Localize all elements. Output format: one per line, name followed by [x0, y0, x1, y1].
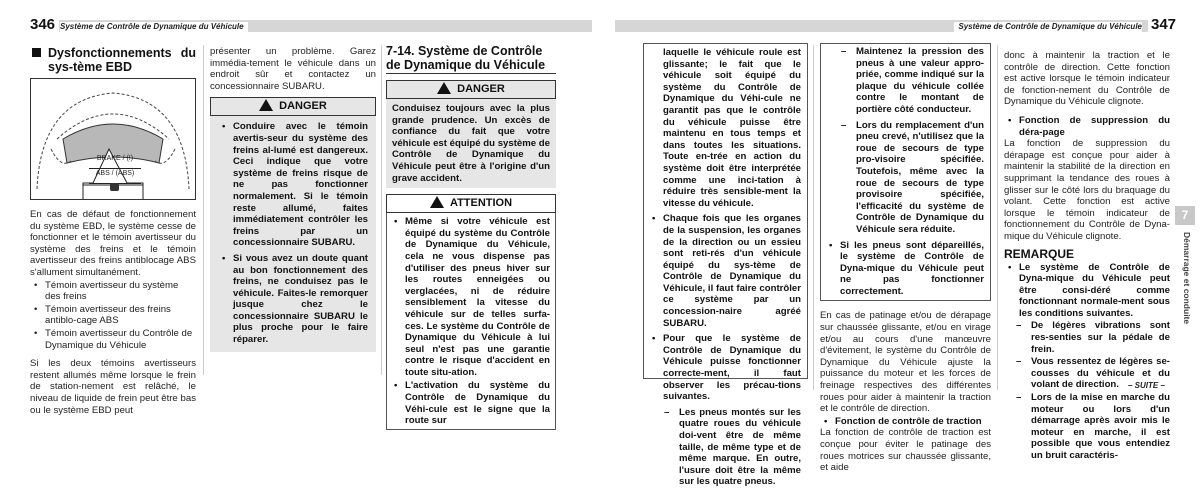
ebd-bullet: • Témoin avertisseur du Contrôle de Dynamique du Véhicule [30, 328, 196, 351]
continued-paragraph: présenter un problème. Garez immédia-tement le véhicule dans un endroit sûr et contactez un concessionnaire SUBARU. [210, 46, 376, 92]
ebd-paragraph: En cas de défaut de fonctionnement du système EBD, le système cesse de fonctionner et le témoin avertisseur du système des freins et le témoin avertisseur des freins antiblocage ABS s'allument simultanément. [30, 209, 196, 278]
attention-bullet: • Même si votre véhicule est équipé du système du Contrôle de Dynamique du Véhicule, cela ne vous dispense pas d'utiliser des pneus hiver sur les routes enneigées ou verglacées, ni de réduire sensiblement la vitesse du véhicule sur de telles surfa-ces. Le système du Contrôle de Dynamique du Véhicule à lui seul n'est pas une garantie contre le risque d'accident en toute situ-ation. [390, 216, 550, 378]
attention-bullet: • L'activation du système du Contrôle de Dynamique du Véhi-cule est le signe que la route sur [390, 380, 550, 426]
column-ebd [30, 46, 196, 416]
column-divider [997, 45, 998, 390]
traction-text: La fonction de contrôle de traction est conçue pour éviter le patinage des roues motrices sur chaussée glissante, et aide [820, 427, 991, 474]
column-2 [210, 46, 376, 352]
column-3 [386, 44, 556, 430]
attention-dash-item: – Lors du remplacement d'un pneu crevé, n'utilisez que la roue de secours de type pro-visoire spécifiée. Toutefois, même avec la roue de secours de type provisoire spécifiée, l'efficacité du système de Contrôle de Dynamique du Véhicule sera réduite. [837, 120, 984, 236]
vdc-warning-icon [110, 183, 119, 191]
column-divider [813, 45, 814, 390]
column-divider [381, 45, 382, 375]
ebd-heading: Dysfonctionnements du sys-tème EBD [30, 46, 196, 74]
skid-text: La fonction de suppression du dérapage est conçue pour aider à maintenir la stabilité de la direction en supprimant la tendance des roues à glisser sur le côté lors du braquage du volant. Cette fonction est active lorsque le témoin indicateur de fonctionnement du Contrôle de Dyna-mique du Véhicule clignote. [1004, 138, 1170, 242]
attention-dash-item: – Les pneus montés sur les quatre roues du véhicule doi-vent être de même taille, de même type et de même marque. En outre, l'usure doit être la même sur les quatre pneus. [660, 407, 801, 488]
remark-title: REMARQUE [1004, 246, 1075, 261]
intro-paragraph: En cas de patinage et/ou de dérapage sur chaussée glissante, et/ou en virage et/ou au cours d'une manœuvre d'évitement, le système du Contrôle de Dynamique du Véhicule ajuste la puissance du moteur et les forces de freinage respectives des différentes roues pour aider à maintenir la traction et le contrôle de direction. [820, 310, 991, 415]
column-right-3 [1004, 50, 1170, 462]
traction-continued: donc à maintenir la traction et le contrôle de direction. Cette fonction est active lorsque le témoin indicateur de fonction-nement du Contrôle de Dynamique du Véhicule clignote. [1004, 50, 1170, 108]
danger-header: DANGER [210, 97, 376, 116]
section-heading: 7-14. Système de Contrôle de Dynamique du Véhicule [386, 44, 556, 74]
danger-bullet: • Si vous avez un doute quant au bon fonctionnement des freins, ne conduisez pas le véhicule. Faites-le remorquer jusque chez le concessionnaire SUBARU le plus proche pour le faire réparer. [218, 253, 368, 346]
ebd-bullet: • Témoin avertisseur du système des freins [30, 280, 196, 303]
warning-triangle-icon [437, 82, 451, 94]
danger-bullet: • Conduire avec le témoin avertis-seur du système des freins al-lumé est dangereux. Ceci indique que votre système de freins risque de ne pas fonctionner normalement. Si le témoin reste allumé, faites immédiatement contrôler les freins par un concessionnaire SUBARU. [218, 121, 368, 249]
page-number-right: 347 [1148, 17, 1176, 33]
remark-dash-item: – Vous ressentez de légères se-cousses du véhicule et du volant de direction. [1012, 356, 1170, 391]
danger-header: DANGER [386, 80, 556, 99]
attention-header: ATTENTION [386, 194, 556, 213]
warning-triangle-icon [259, 99, 273, 111]
skid-heading: • Fonction de suppression du déra-page [1004, 115, 1170, 138]
traction-heading: • Fonction de contrôle de traction [820, 416, 991, 428]
header-title-left: Système de Contrôle de Dynamique du Véhicule [60, 22, 248, 32]
remark-bullet: • Le système de Contrôle de Dyna-mique du Véhicule peut être consi-déré comme fonctionnant normale-ment sous les conditions suivantes. [1004, 262, 1170, 320]
attention-continued-text: laquelle le véhicule roule est glissante; le fait que le véhicule soit équipé du système du Contrôle de Dynamique du Véhi-cule ne garantit pas que le contrôle du véhicule puisse être maintenu en tous temps et dans toutes les situations. Toute en-trée en action du système doit être interprétée comme une inci-tation à réduire très sensible-ment la vitesse du véhicule. [663, 47, 801, 209]
continued-marker: – SUITE – [1128, 381, 1165, 390]
brake-warning-label: BRAKE / (!) [89, 153, 141, 169]
ebd-paragraph-2: Si les deux témoins avertisseurs restent allumés même lorsque le frein de station-nement est relâché, le niveau de liquide de frein peut être bas ou le système EBD peut [30, 358, 196, 416]
danger-body: Conduisez toujours avec la plus grande prudence. Un excès de confiance du fait que votre véhicule est équipé du système de Contrôle de Dynamique du Véhicule peut être à l'origine d'un grave accident. [386, 99, 556, 188]
page-number-left: 346 [30, 17, 59, 33]
remark-dash-item: – Lors de la mise en marche du moteur ou lors d'un démarrage après avoir mis le moteur en marche, il est possible que vous entendiez un bruit caractéris- [1012, 392, 1170, 462]
ebd-bullet: • Témoin avertisseur des freins antiblo-cage ABS [30, 304, 196, 327]
chapter-tab-label: Démarrage et conduite [1182, 232, 1192, 325]
danger-body [210, 116, 376, 351]
attention-continued-box [820, 43, 991, 301]
attention-body [386, 213, 556, 430]
attention-bullet: • Si les pneus sont dépareillés, le système de Contrôle de Dyna-mique du Véhicule peut ne pas fonctionner correctement. [825, 240, 984, 298]
header-title-right: Système de Contrôle de Dynamique du Véhicule [954, 22, 1142, 32]
chapter-tab[interactable]: 7 [1175, 206, 1195, 225]
column-right-2 [820, 43, 991, 474]
ebd-figure [30, 78, 196, 200]
attention-bullet: • Pour que le système de Contrôle de Dynamique du Véhicule puisse fonctionner correcte-ment, il faut observer les précau-tions suivantes. [648, 333, 801, 403]
remark-dash-item: – De légères vibrations sont res-senties sur la pédale de frein. [1012, 320, 1170, 355]
attention-bullet: • Chaque fois que les organes de la suspension, les organes de la direction ou un essieu sont reti-rés d'un véhicule équipé du sys-tème de Contrôle de Dynamique du Véhicule, il faut faire contrôler ce système par un concession-naire agréé SUBARU. [648, 213, 801, 329]
attention-continued-box [643, 43, 808, 488]
warning-triangle-icon [430, 196, 444, 208]
attention-dash-item: – Maintenez la pression des pneus à une valeur appro-priée, comme indiqué sur la plaque du véhicule collée contre le montant de portière côté conducteur. [837, 46, 984, 116]
column-divider [203, 45, 204, 375]
abs-warning-label: ABS / (ABS) [89, 168, 141, 184]
